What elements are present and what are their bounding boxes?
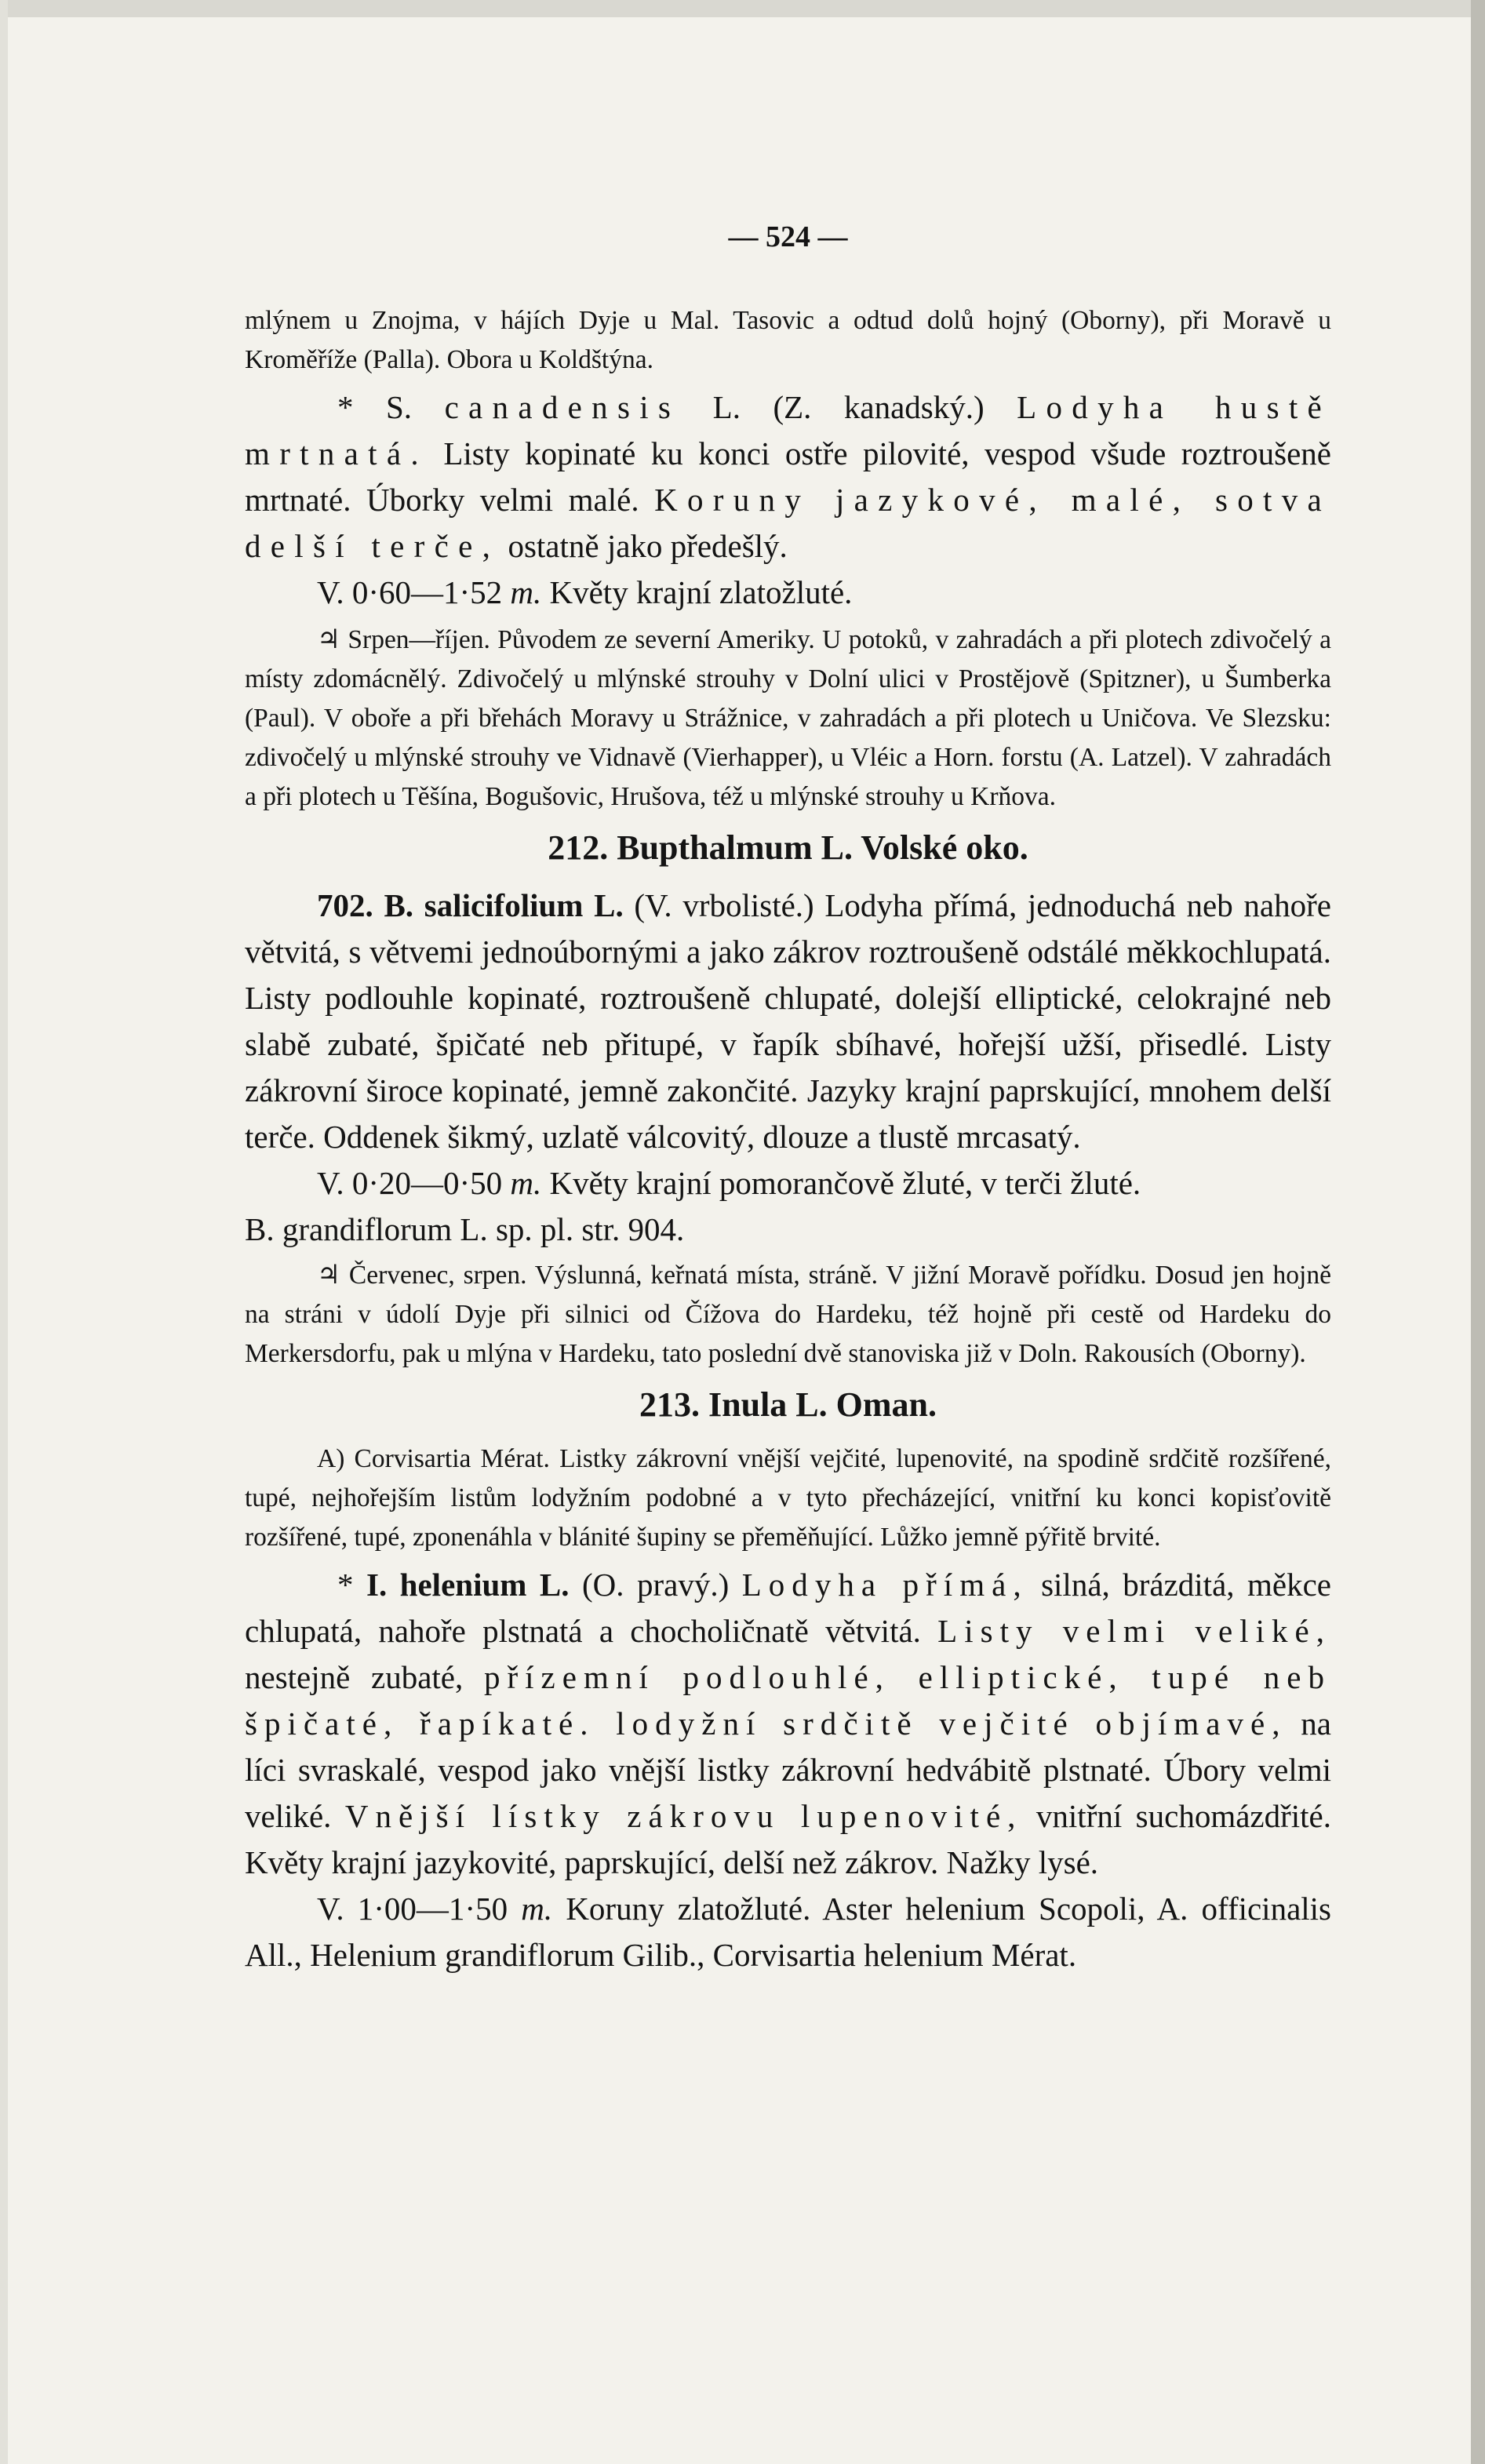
measure-text: Koruny zlatožluté. Aster helenium Scopoli, A. officinalis All., Helenium grandiflorum Gilib., Corvisartia helenium Mérat. (245, 1891, 1332, 1973)
author-czech-name: L. (Z. kanadský.) (712, 389, 985, 425)
genus-abbrev: S. (386, 389, 413, 425)
czech-name: (V. vrbolisté.) (634, 887, 814, 923)
species-epithet: canadensis (444, 389, 681, 425)
description-text: na líci svraskalé, vespod jako vnější listky zákrovní hedvábitě plstnaté. Úbory velmi veliké. (245, 1705, 1331, 1834)
description-text: ostatně jako předešlý. (508, 528, 788, 564)
unit: m. (510, 1165, 542, 1201)
species-canadensis (245, 384, 1331, 570)
scan-edge-right (1471, 0, 1485, 2464)
measure-text: Květy krajní pomorančově žluté, v terči žluté. (549, 1165, 1141, 1201)
cultivated-star: * (337, 1567, 354, 1603)
species-name: B. salicifolium L. (384, 887, 624, 923)
description-text: Lodyha přímá, jednoduchá neb nahoře větvitá, s větvemi jednoúbornými a jako zákrov roztroušeně odstálé měkkochlupatá. Listy podlouhle kopinaté, roztroušeně chlupaté, dolejší elliptické, celokrajné neb slabě zubaté, špičaté neb přitupé, v řapík sbíhavé, hořejší užší, přisedlé. Listy zákrovní široce kopinaté, jemně zakončité. Jazyky krajní paprskující, mnohem delší terče. Oddenek šikmý, uzlatě válcovitý, dlouze a tlustě mrcasatý. (245, 887, 1331, 1155)
text-block (245, 220, 1331, 1978)
distribution-paragraph: ♃ Červenec, srpen. Výslunná, keřnatá místa, stráně. V jižní Moravě pořídku. Dosud jen hojně na stráni v údolí Dyje při silnici od Čížova do Hardeku, též hojně při cestě od Hardeku do Merkersdorfu, pak u mlýna v Hardeku, tato poslední dvě stanoviska již v Doln. Rakousích (Oborny). (245, 1261, 1331, 1368)
height-range: V. 0·60—1·52 (317, 574, 503, 610)
measure-line (245, 1160, 1331, 1207)
unit: m. (510, 574, 542, 610)
synonym-line: B. grandiflorum L. sp. pl. str. 904. (245, 1211, 685, 1247)
description-text: Listy kopinaté ku konci ostře pilovité, vespod všude roztroušeně mrtnaté. Úborky velmi malé. (245, 435, 1332, 518)
cultivated-star: * (337, 389, 354, 425)
scan-edge-left (0, 0, 8, 2464)
section-a-paragraph: A) Corvisartia Mérat. Listky zákrovní vnější vejčité, lupenovité, na spodině srdčitě rozšířené, tupé, nejhořejším listům lodyžním podobné a v tyto přecházející, vnitřní ku konci kopisťovitě rozšířené, tupé, zponenáhla v blánité šupiny se přeměňující. Lůžko jemně pýřitě brvité. (245, 1444, 1331, 1552)
spaced-diagnosis: Lodyha hustě mrtnatá. (245, 389, 1332, 471)
page-number: — 524 — (728, 220, 848, 253)
species-helenium (245, 1562, 1331, 1886)
genus-heading-212: 212. Bupthalmum L. Volské oko. (548, 828, 1028, 867)
species-number: 702. (317, 887, 373, 923)
intro-paragraph: mlýnem u Znojma, v hájích Dyje u Mal. Tasovic a odtud dolů hojný (Oborny), při Moravě u Kroměříže (Palla). Obora u Koldštýna. (245, 306, 1331, 374)
spaced-diagnosis: Listy velmi veliké, (937, 1613, 1331, 1649)
spaced-diagnosis: Koruny jazykové, malé, sotva delší terče, (245, 482, 1331, 564)
spaced-diagnosis: Vnější lístky zákrovu lupenovité, (344, 1798, 1023, 1834)
spaced-diagnosis: Lodyha přímá, (741, 1567, 1028, 1603)
height-range: V. 1·00—1·50 (317, 1891, 508, 1927)
scan-edge-top (0, 0, 1485, 17)
description-text: silná, brázditá, měkce chlupatá, nahoře plstnatá a chocholičnatě větvitá. (245, 1567, 1331, 1649)
measure-line (245, 1886, 1331, 1978)
species-salicifolium (245, 883, 1331, 1160)
unit: m. (521, 1891, 553, 1927)
measure-text: Květy krajní zlatožluté. (549, 574, 853, 610)
height-range: V. 0·20—0·50 (317, 1165, 503, 1201)
species-name: I. helenium L. (366, 1567, 570, 1603)
description-text: nestejně zubaté, (245, 1659, 464, 1695)
distribution-paragraph: ♃ Srpen—říjen. Původem ze severní Ameriky. U potoků, v zahradách a při plotech zdivočelý a místy zdomácnělý. Zdivočelý u mlýnské strouhy v Dolní ulici v Prostějově (Spitzner), u Šumberka (Paul). V oboře a při břehách Moravy u Strážnice, v zahradách a při plotech u Uničova. Ve Slezsku: zdivočelý u mlýnské strouhy ve Vidnavě (Vierhapper), u Vléic a Horn. forstu (A. Latzel). V zahradách a při plotech u Těšína, Bogušovic, Hrušova, též u mlýnské strouhy u Krňova. (245, 625, 1331, 811)
measure-line (245, 570, 1331, 616)
genus-heading-213: 213. Inula L. Oman. (639, 1385, 937, 1424)
czech-name: (O. pravý.) (581, 1567, 730, 1603)
description-text: vnitřní suchomázdřité. Květy krajní jazykovité, paprskující, delší než zákrov. Nažky lysé. (245, 1798, 1332, 1880)
spaced-diagnosis: přízemní podlouhlé, elliptické, tupé neb špičaté, řapíkaté. lodyžní srdčitě vejčité objímavé, (245, 1659, 1331, 1742)
